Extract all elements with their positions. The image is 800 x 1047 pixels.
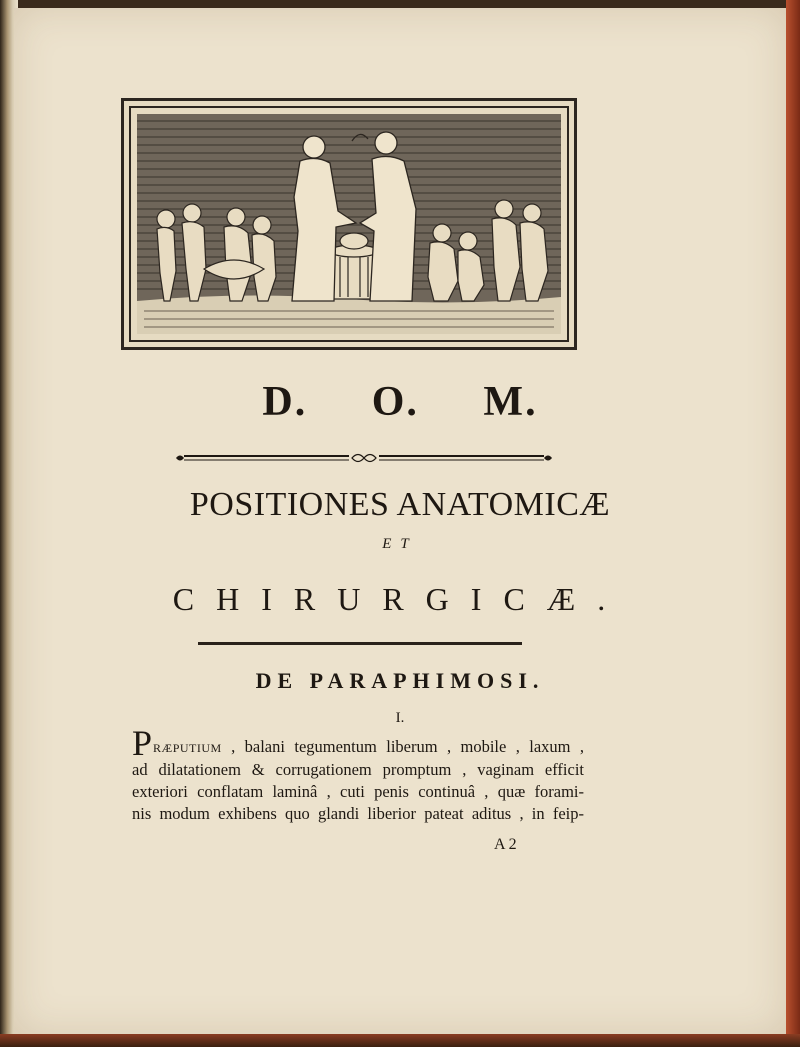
title-connector: ET: [382, 536, 418, 552]
body-paragraph: [132, 723, 584, 825]
title-line-1: POSITIONES ANATOMICÆ: [189, 486, 611, 523]
small-caps-word: RÆPUTIUM: [153, 741, 222, 755]
ornamental-rule: [174, 451, 554, 465]
drop-cap: P: [132, 723, 153, 763]
body-line-4: nis modum exhibens quo glandi liberior pateat aditus , in feip-: [132, 804, 584, 823]
signature-mark: A 2: [494, 836, 517, 853]
dom-letter-d: D.: [262, 379, 308, 425]
book-page: [14, 8, 786, 1034]
section-heading: DE PARAPHIMOSI.: [255, 668, 545, 693]
body-line-1-text: , balani tegumentum liberum , mobile , laxum ,: [231, 737, 584, 756]
dom-dedication: [14, 378, 786, 426]
body-line-3: exteriori conflatam laminâ , cuti penis continuâ , quæ forami-: [132, 782, 584, 801]
engraving-image: [124, 101, 574, 347]
title-line-2: CHIRURGICÆ.: [172, 581, 628, 617]
body-line-2: ad dilatationem & corrugationem promptum , vaginam efficit: [132, 760, 584, 779]
dom-letter-o: O.: [371, 379, 419, 425]
divider-rule: [198, 642, 522, 645]
book-fore-edge: [786, 0, 800, 1047]
dom-letter-m: M.: [483, 379, 538, 425]
engraving-illustration: [121, 98, 577, 350]
book-bottom-edge: [0, 1034, 800, 1047]
section-numeral: I.: [395, 710, 405, 726]
body-line-1: [132, 723, 584, 763]
